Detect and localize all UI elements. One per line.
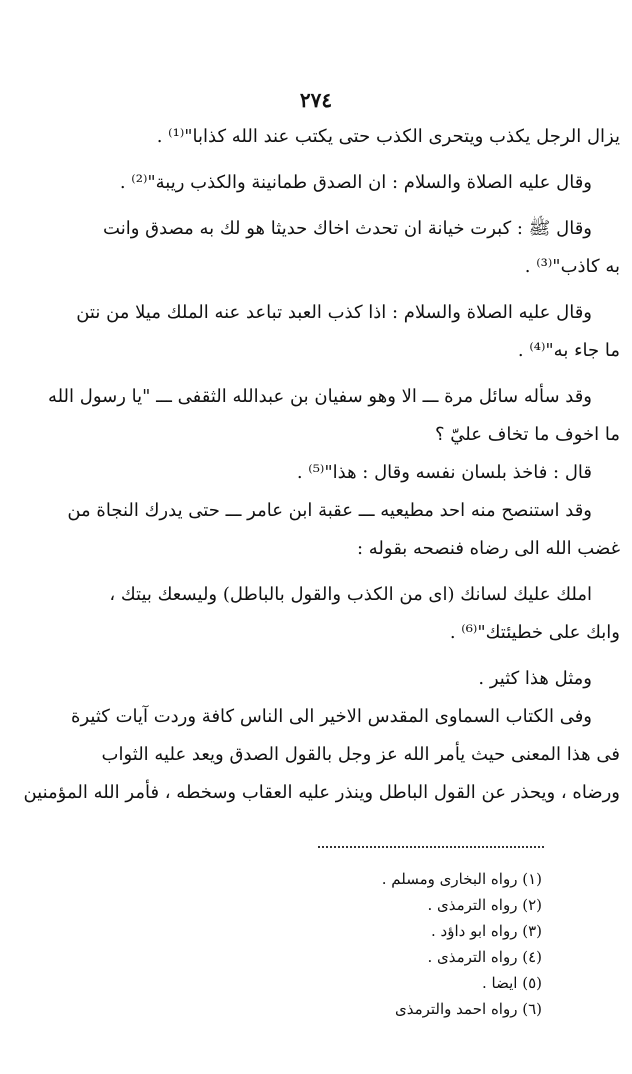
text-line: وقال عليه الصلاة والسلام : ان الصدق طمانينة والكذب ريبة"⁽²⁾ . [119, 172, 592, 193]
text-line: به كاذب"⁽³⁾ . [524, 256, 620, 277]
text-line: ومثل هذا كثير . [478, 668, 592, 689]
body-text [22, 118, 620, 812]
text-line: فى هذا المعنى حيث يأمر الله عز وجل بالقول الصدق ويعد عليه الثواب [101, 744, 620, 765]
text-line: يزال الرجل يكذب ويتحرى الكذب حتى يكتب عند الله كذابا"⁽¹⁾ . [156, 126, 620, 147]
footnote: (٦) رواه احمد والترمذى [394, 1000, 542, 1018]
text-line: وقال ﷺ : كبرت خيانة ان تحدث اخاك حديثا هو لك به مصدق وانت [103, 218, 592, 239]
text-line: قال : فاخذ بلسان نفسه وقال : هذا"⁽⁵⁾ . [296, 462, 592, 483]
footnote-divider [318, 846, 544, 848]
text-line: املك عليك لسانك (اى من الكذب والقول بالباطل) وليسعك بيتك ، [109, 584, 592, 605]
text-line: وفى الكتاب السماوى المقدس الاخير الى الناس كافة وردت آيات كثيرة [71, 706, 592, 727]
footnote: (٢) رواه الترمذى . [427, 896, 542, 914]
footnote: (١) رواه البخارى ومسلم . [381, 870, 542, 888]
footnotes [60, 866, 580, 1022]
footnote: (٥) ايضا . [482, 974, 542, 992]
footnote: (٣) رواه ابو داؤد . [431, 922, 542, 940]
text-line: ورضاه ، ويحذر عن القول الباطل وينذر عليه العقاب وسخطه ، فأمر الله المؤمنين [23, 782, 620, 803]
text-line: وابك على خطيئتك"⁽⁶⁾ . [449, 622, 620, 643]
text-line: وقد سأله سائل مرة ـــ الا وهو سفيان بن عبدالله الثقفى ـــ "يا رسول الله [47, 386, 592, 407]
text-line: غضب الله الى رضاه فنصحه بقوله : [356, 538, 620, 559]
text-line: وقال عليه الصلاة والسلام : اذا كذب العبد تباعد عنه الملك ميلا من نتن [76, 302, 592, 323]
page-number: ٢٧٤ [299, 88, 333, 112]
footnote: (٤) رواه الترمذى . [427, 948, 542, 966]
text-line: ما اخوف ما تخاف عليّ ؟ [435, 424, 620, 445]
text-line: ما جاء به"⁽⁴⁾ . [517, 340, 620, 361]
text-line: وقد استنصح منه احد مطيعيه ـــ عقبة ابن عامر ـــ حتى يدرك النجاة من [67, 500, 592, 521]
